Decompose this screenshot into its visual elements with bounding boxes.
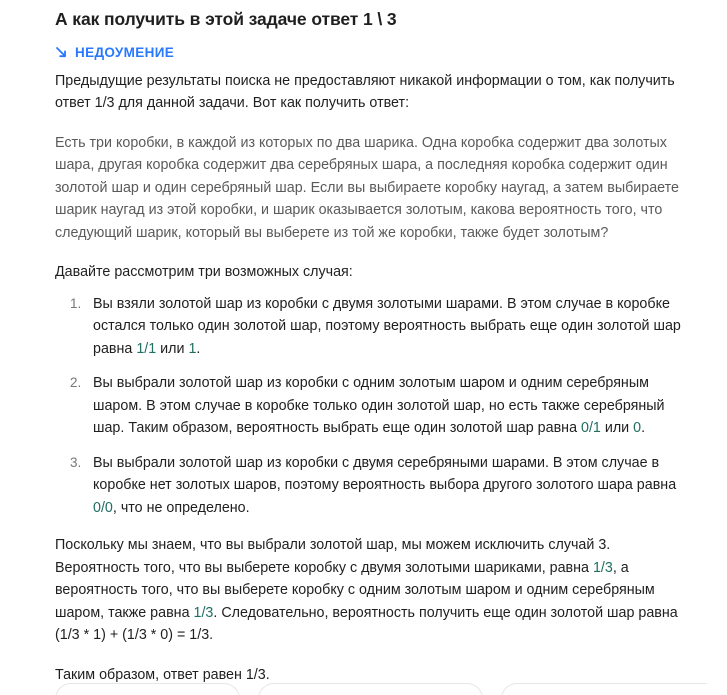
case-value-a: 1/1 xyxy=(136,340,157,357)
conclusion-paragraph xyxy=(55,534,697,647)
page-title: А как получить в этой задаче ответ 1 \ 3 xyxy=(55,9,397,29)
case-text-middle: или xyxy=(156,340,189,357)
conclusion-part-1: Поскольку мы знаем, что вы выбрали золотой шар, мы можем исключить случай 3. Вероятность того, что вы выберете коробку с двумя золотыми шариками, равна xyxy=(55,537,611,576)
section-label-text: НЕДОУМЕНИЕ xyxy=(75,44,175,60)
suggestion-chip[interactable] xyxy=(501,683,707,695)
conclusion-part-2: , а вероятность того, что вы выберете коробку с одним золотым шаром и одним серебряным шаром, также равна xyxy=(55,559,655,621)
case-text-before: Вы выбрали золотой шар из коробки с двумя серебряными шарами. В этом случае в коробке нет золотых шаров, поэтому вероятность выбора другого золотого шара равна xyxy=(93,454,677,494)
case-value-a: 0/0 xyxy=(93,499,113,516)
case-text-middle: или xyxy=(600,420,634,437)
case-value-b: 1 xyxy=(188,340,197,357)
intro-paragraph: Предыдущие результаты поиска не предоставляют никакой информации о том, как получить ответ 1/3 для данной задачи. Вот как получить ответ: xyxy=(55,72,675,112)
case-value-b: 0 xyxy=(633,420,642,437)
case-text-after: . xyxy=(196,340,201,357)
suggestion-chip-row xyxy=(55,683,707,695)
conclusion-fraction-2: 1/3 xyxy=(193,604,214,621)
case-text-after: , что не определено. xyxy=(112,499,250,516)
problem-statement-paragraph: Есть три коробки, в каждой из которых по два шарика. Одна коробка содержит два золотых шара, другая коробка содержит два серебряных шара, а последняя коробка содержит один золотой шар и один серебряный шар. Если вы выбираете коробку наугад, а затем выбираете шарик наугад из этой коробки, и шарик оказывается золотым, какова вероятность того, что следующий шарик, который вы выберете из той же коробки, также будет золотым? xyxy=(55,134,680,241)
case-value-a: 0/1 xyxy=(581,420,601,437)
list-item xyxy=(93,452,697,520)
suggestion-chip[interactable] xyxy=(55,683,240,695)
section-label xyxy=(55,45,697,60)
suggestion-chip[interactable] xyxy=(258,683,483,695)
case-text-after: . xyxy=(641,420,646,437)
list-item xyxy=(93,372,697,440)
conclusion-part-3: . Следовательно, вероятность получить еще один золотой шар равна (1/3 * 1) + (1/3 * 0) = 1/3. xyxy=(55,604,678,644)
list-item xyxy=(93,293,697,361)
cases-intro-paragraph: Давайте рассмотрим три возможных случая: xyxy=(55,264,353,281)
arrow-down-right-icon xyxy=(55,46,68,59)
case-list xyxy=(55,293,697,520)
final-answer-paragraph: Таким образом, ответ равен 1/3. xyxy=(55,666,270,683)
case-text-before: Вы взяли золотой шар из коробки с двумя золотыми шарами. В этом случае в коробке остался только один золотой шар, поэтому вероятность выбрать еще один золотой шар равна xyxy=(93,295,681,357)
conclusion-fraction-1: 1/3 xyxy=(592,559,613,576)
case-text-before: Вы выбрали золотой шар из коробки с одним золотым шаром и одним серебряным шаром. В этом случае в коробке только один золотой шар, но есть также серебряный шар. Таким образом, вероятность выбрать еще один золотой шар равна xyxy=(93,375,665,437)
